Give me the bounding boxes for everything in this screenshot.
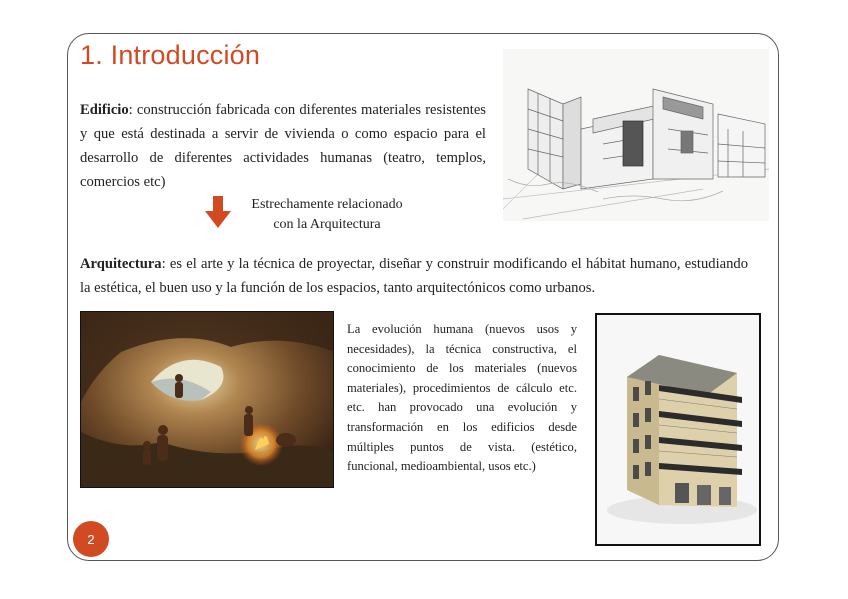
relation-line-2: con la Arquitectura <box>273 217 381 232</box>
slide-title: 1. Introducción <box>80 40 261 70</box>
edificio-text: : construcción fabricada con diferentes materiales resistentes y que está destinada a servir de vivienda o como espacio para el desarrollo de diferentes actividades humanas (teatro, templos, comercios etc) <box>80 102 486 190</box>
arquitectura-term: Arquitectura <box>80 256 162 272</box>
cave-dwellers-painting-image <box>80 311 334 488</box>
apartment-building-render-image <box>595 313 761 546</box>
relation-note <box>237 195 417 235</box>
arrow-down-icon <box>205 196 231 228</box>
evolucion-text: La evolución humana (nuevos usos y necesidades), la técnica constructiva, el conocimiento de los materiales (nuevos materiales), procedimientos de cálculo etc. etc. han provocado una evolución y transformación en los edificios desde múltiples puntos de vista. (estético, funcional, medioambiental, usos etc.) <box>347 322 577 474</box>
arquitectura-definition <box>80 252 748 300</box>
arquitectura-text: : es el arte y la técnica de proyectar, diseñar y construir modificando el hábitat humano, estudiando la estética, el buen uso y la función de los espacios, tanto arquitectónicos como urbanos. <box>80 256 748 296</box>
edificio-term: Edificio <box>80 102 129 118</box>
page-number-badge: 2 <box>73 521 109 557</box>
edificio-definition <box>80 98 486 194</box>
relation-line-1: Estrechamente relacionado <box>251 197 403 212</box>
building-sketch-image <box>503 49 769 221</box>
